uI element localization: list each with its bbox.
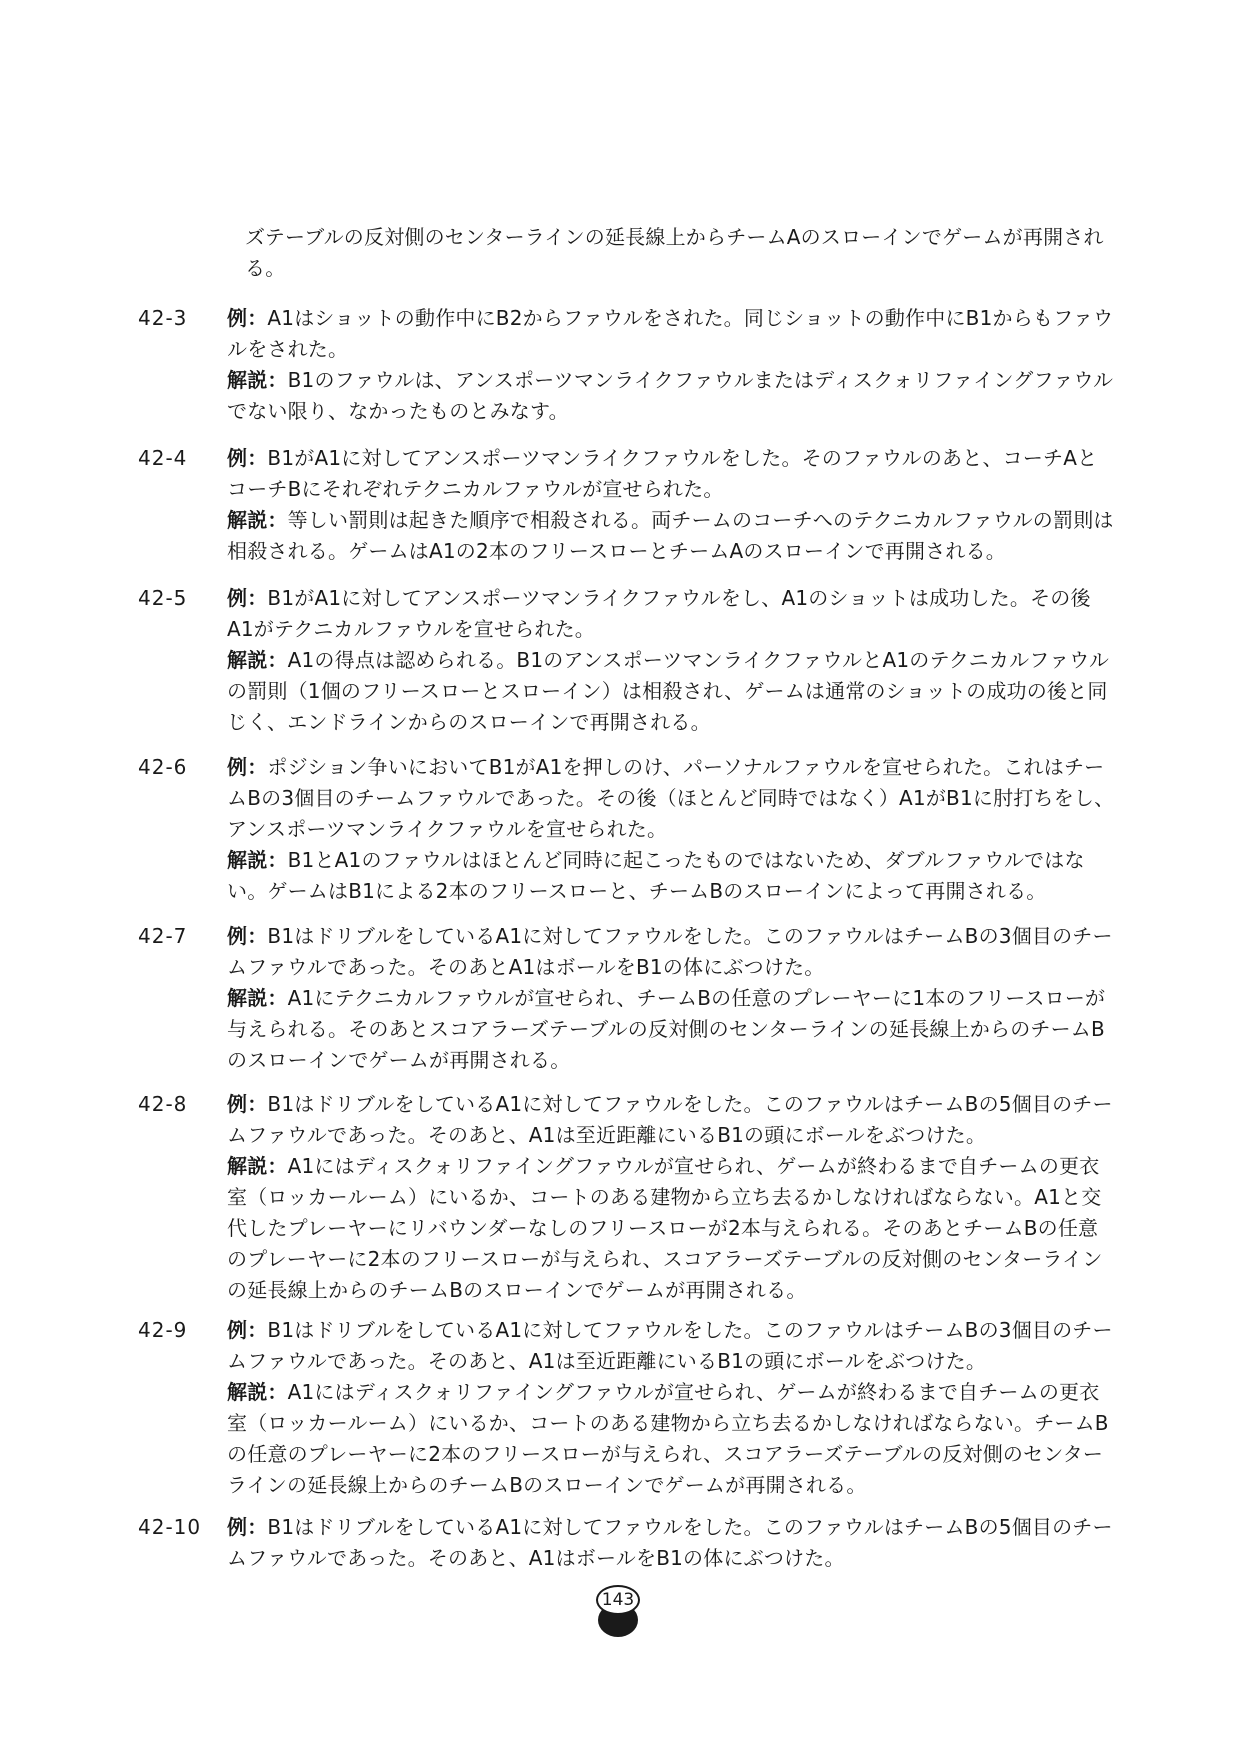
explanation-text: A1にはディスクォリファイングファウルが宣せられ、ゲームが終わるまで自チームの更衣室（ロッカールーム）にいるか、コートのある建物から立ち去るかしなければならない。A1と交代したプレーヤーにリバウンダーなしのフリースローが2本与えられる。そのあとチームBの任意のプレーヤーに2本のフリースローが与えられ、スコアラーズテーブルの反対側のセンターラインの延長線上からのチームBのスローインでゲームが再開される。: [227, 1154, 1103, 1302]
example-label: 例：: [227, 1515, 268, 1539]
explanation-paragraph: [227, 365, 1115, 427]
explanation-label: 解説：: [227, 1380, 288, 1404]
item-body: [227, 303, 1115, 427]
item-number: 42-5: [138, 586, 188, 610]
explanation-paragraph: [227, 983, 1115, 1076]
item-body: [227, 1315, 1115, 1501]
example-paragraph: [227, 752, 1115, 845]
example-paragraph: [227, 583, 1115, 645]
item-body: [227, 583, 1115, 738]
item-number: 42-6: [138, 755, 188, 779]
item-body: [227, 443, 1115, 567]
explanation-label: 解説：: [227, 986, 288, 1010]
example-text: B1はドリブルをしているA1に対してファウルをした。このファウルはチームBの5個目のチームファウルであった。そのあと、A1はボールをB1の体にぶつけた。: [227, 1515, 1113, 1570]
item-body: [227, 752, 1115, 907]
explanation-paragraph: [227, 1377, 1115, 1501]
explanation-label: 解説：: [227, 368, 288, 392]
item-number: 42-4: [138, 446, 188, 470]
explanation-label: 解説：: [227, 648, 288, 672]
example-label: 例：: [227, 755, 268, 779]
explanation-paragraph: [227, 1151, 1115, 1306]
continued-text: ズテーブルの反対側のセンターラインの延長線上からチームAのスローインでゲームが再開される。: [245, 225, 1104, 280]
example-text: B1がA1に対してアンスポーツマンライクファウルをした。そのファウルのあと、コーチAとコーチBにそれぞれテクニカルファウルが宣せられた。: [227, 446, 1098, 501]
item-body: [227, 1512, 1115, 1574]
example-paragraph: [227, 1089, 1115, 1151]
explanation-paragraph: [227, 505, 1115, 567]
item-number: 42-8: [138, 1092, 188, 1116]
example-text: B1はドリブルをしているA1に対してファウルをした。このファウルはチームBの3個目のチームファウルであった。そのあとA1はボールをB1の体にぶつけた。: [227, 924, 1113, 979]
explanation-text: 等しい罰則は起きた順序で相殺される。両チームのコーチへのテクニカルファウルの罰則は相殺される。ゲームはA1の2本のフリースローとチームAのスローインで再開される。: [227, 508, 1114, 563]
example-paragraph: [227, 303, 1115, 365]
explanation-text: A1にはディスクォリファイングファウルが宣せられ、ゲームが終わるまで自チームの更衣室（ロッカールーム）にいるか、コートのある建物から立ち去るかしなければならない。チームBの任意のプレーヤーに2本のフリースローが与えられ、スコアラーズテーブルの反対側のセンターラインの延長線上からのチームBのスローインでゲームが再開される。: [227, 1380, 1109, 1497]
example-label: 例：: [227, 1318, 268, 1342]
example-label: 例：: [227, 1092, 268, 1116]
explanation-text: A1の得点は認められる。B1のアンスポーツマンライクファウルとA1のテクニカルファウルの罰則（1個のフリースローとスローイン）は相殺され、ゲームは通常のショットの成功の後と同じく、エンドラインからのスローインで再開される。: [227, 648, 1110, 734]
page-number-text: 143: [601, 1589, 635, 1610]
example-label: 例：: [227, 586, 268, 610]
example-text: A1はショットの動作中にB2からファウルをされた。同じショットの動作中にB1からもファウルをされた。: [227, 306, 1114, 361]
example-text: ポジション争いにおいてB1がA1を押しのけ、パーソナルファウルを宣せられた。これはチームBの3個目のチームファウルであった。その後（ほとんど同時ではなく）A1がB1に肘打ちをし、アンスポーツマンライクファウルを宣せられた。: [227, 755, 1115, 841]
page-number-badge: [596, 1585, 640, 1615]
item-number: 42-3: [138, 306, 188, 330]
example-paragraph: [227, 1315, 1115, 1377]
item-body: [227, 1089, 1115, 1306]
example-paragraph: [227, 443, 1115, 505]
example-label: 例：: [227, 306, 268, 330]
explanation-text: B1とA1のファウルはほとんど同時に起こったものではないため、ダブルファウルではない。ゲームはB1による2本のフリースローと、チームBのスローインによって再開される。: [227, 848, 1085, 903]
example-text: B1はドリブルをしているA1に対してファウルをした。このファウルはチームBの3個目のチームファウルであった。そのあと、A1は至近距離にいるB1の頭にボールをぶつけた。: [227, 1318, 1113, 1373]
example-paragraph: [227, 1512, 1115, 1574]
explanation-text: B1のファウルは、アンスポーツマンライクファウルまたはディスクォリファイングファウルでない限り、なかったものとみなす。: [227, 368, 1114, 423]
item-number: 42-10: [138, 1515, 202, 1539]
explanation-text: A1にテクニカルファウルが宣せられ、チームBの任意のプレーヤーに1本のフリースローが与えられる。そのあとスコアラーズテーブルの反対側のセンターラインの延長線上からのチームBのスローインでゲームが再開される。: [227, 986, 1106, 1072]
example-text: B1はドリブルをしているA1に対してファウルをした。このファウルはチームBの5個目のチームファウルであった。そのあと、A1は至近距離にいるB1の頭にボールをぶつけた。: [227, 1092, 1113, 1147]
explanation-paragraph: [227, 645, 1115, 738]
item-body: [227, 921, 1115, 1076]
item-number: 42-7: [138, 924, 188, 948]
page-number: [596, 1585, 640, 1639]
example-paragraph: [227, 921, 1115, 983]
explanation-label: 解説：: [227, 1154, 288, 1178]
example-label: 例：: [227, 924, 268, 948]
example-text: B1がA1に対してアンスポーツマンライクファウルをし、A1のショットは成功した。その後A1がテクニカルファウルを宣せられた。: [227, 586, 1091, 641]
explanation-paragraph: [227, 845, 1115, 907]
example-label: 例：: [227, 446, 268, 470]
explanation-label: 解説：: [227, 848, 288, 872]
explanation-label: 解説：: [227, 508, 288, 532]
item-number: 42-9: [138, 1318, 188, 1342]
